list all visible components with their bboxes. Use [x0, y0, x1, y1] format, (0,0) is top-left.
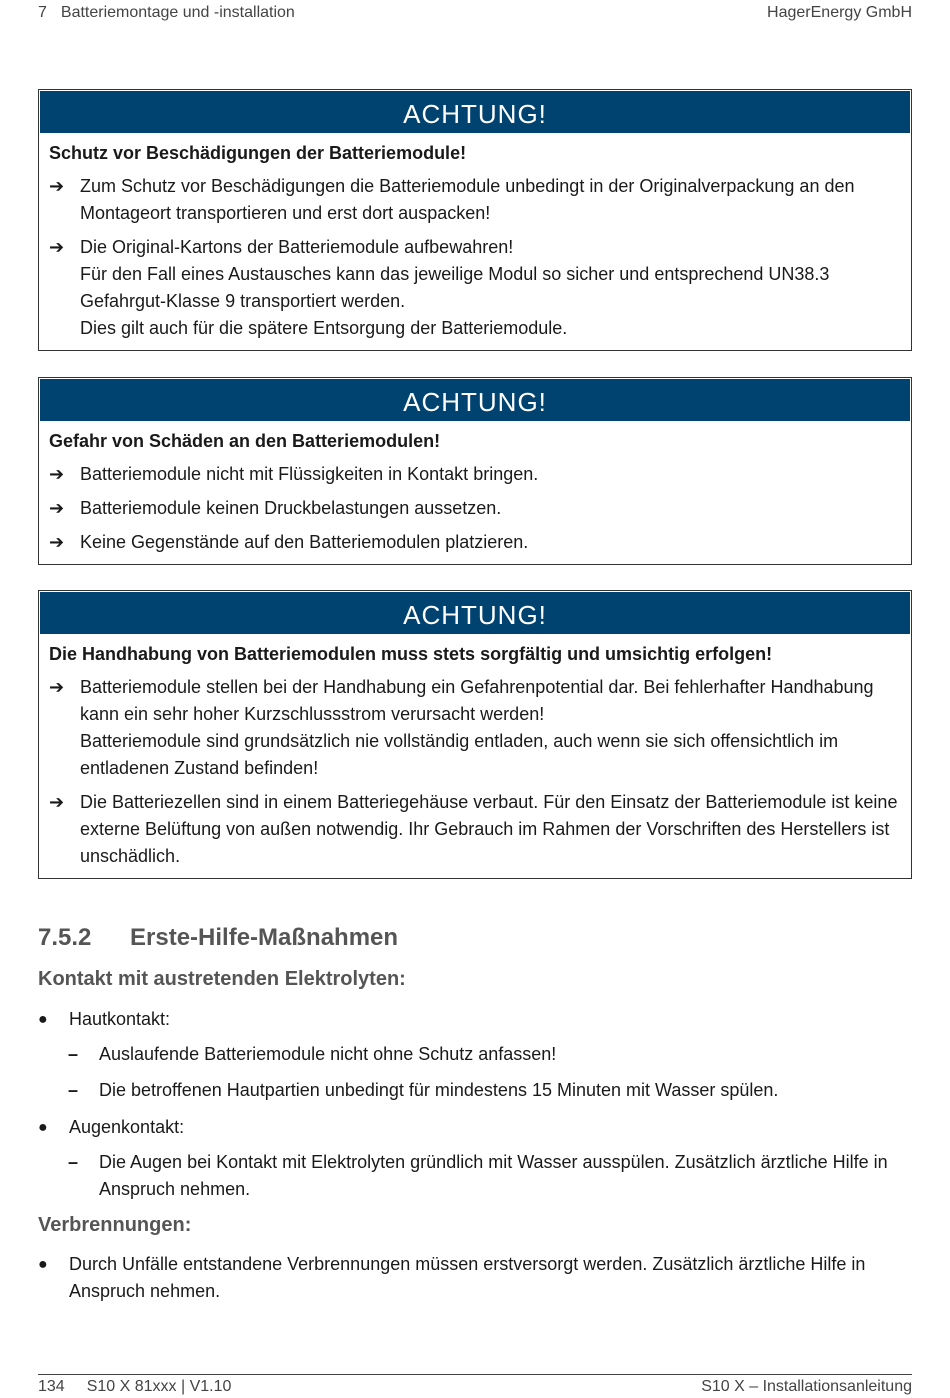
notice-box-damage-hazard	[38, 377, 912, 565]
notice-text: Die Batteriezellen sind in einem Batteriegehäuse verbaut. Für den Einsatz der Batteriemodule ist keine externe Belüftung von außen notwendig. Ihr Gebrauch im Rahmen der Vorschriften des Herstellers ist unschädlich.	[80, 792, 898, 866]
subheading-burns: Verbrennungen:	[38, 1214, 192, 1236]
notice-text: Keine Gegenstände auf den Batteriemodulen platzieren.	[80, 532, 529, 552]
notice-box-damage-protection	[38, 89, 912, 351]
arrow-right-icon: ➔	[49, 792, 65, 812]
sub-item-text: Auslaufende Batteriemodule nicht ohne Schutz anfassen!	[99, 1044, 557, 1064]
notice-box-handling	[38, 590, 912, 879]
arrow-right-icon: ➔	[49, 532, 65, 552]
notice-text: Zum Schutz vor Beschädigungen die Batteriemodule unbedingt in der Originalverpackung an den Montageort transportieren und erst dort auspacken!	[80, 176, 855, 223]
arrow-right-icon: ➔	[49, 176, 65, 196]
dash-icon: –	[68, 1152, 79, 1172]
notice-text: Dies gilt auch für die spätere Entsorgung der Batteriemodule.	[80, 318, 568, 338]
chapter-title: Batteriemontage und -installation	[60, 4, 295, 21]
notice-text: Für den Fall eines Austausches kann das jeweilige Modul so sicher und entsprechend UN38.3 Gefahrgut-Klasse 9 transportiert werden.	[80, 264, 830, 311]
notice-text: Batteriemodule stellen bei der Handhabung ein Gefahrenpotential dar. Bei fehlerhafter Handhabung kann ein sehr hoher Kurzschlussstrom verursacht werden!	[80, 677, 874, 724]
notice-item	[49, 674, 901, 782]
notice-item	[49, 234, 901, 342]
notice-heading: Die Handhabung von Batteriemodulen muss stets sorgfältig und umsichtig erfolgen!	[49, 644, 773, 664]
bullet-icon: ●	[38, 1256, 48, 1273]
section-number: 7.5.2	[38, 924, 92, 951]
notice-heading: Gefahr von Schäden an den Batteriemodulen!	[49, 431, 441, 451]
sub-item	[68, 1077, 912, 1104]
list-item-label: Augenkontakt:	[69, 1117, 185, 1137]
dash-icon: –	[68, 1080, 79, 1100]
header-company: HagerEnergy GmbH	[767, 4, 912, 21]
header-chapter	[38, 4, 295, 22]
page-footer	[38, 1378, 912, 1398]
notice-label: ACHTUNG!	[39, 90, 911, 134]
subheading-electrolyte: Kontakt mit austretenden Elektrolyten:	[38, 968, 406, 990]
notice-item	[49, 173, 901, 227]
bullet-icon: ●	[38, 1119, 48, 1136]
arrow-right-icon: ➔	[49, 677, 65, 697]
section-heading: Erste-Hilfe-Maßnahmen	[130, 924, 399, 951]
dash-icon: –	[68, 1044, 79, 1064]
sub-item	[68, 1041, 912, 1068]
notice-text: Batteriemodule nicht mit Flüssigkeiten in Kontakt bringen.	[80, 464, 539, 484]
notice-label: ACHTUNG!	[39, 591, 911, 635]
notice-label: ACHTUNG!	[39, 378, 911, 422]
bullet-icon: ●	[38, 1011, 48, 1028]
notice-text: Batteriemodule keinen Druckbelastungen aussetzen.	[80, 498, 502, 518]
doc-title: S10 X – Installationsanleitung	[701, 1378, 912, 1395]
arrow-right-icon: ➔	[49, 498, 65, 518]
notice-text: Batteriemodule sind grundsätzlich nie vollständig entladen, auch wenn sie sich offensichtlich im entladenen Zustand befinden!	[80, 731, 839, 778]
page-header	[38, 2, 912, 24]
notice-item	[49, 529, 901, 556]
sub-item-text: Die Augen bei Kontakt mit Elektrolyten gründlich mit Wasser ausspülen. Zusätzlich ärztliche Hilfe in Anspruch nehmen.	[99, 1152, 888, 1199]
notice-text: Die Original-Kartons der Batteriemodule aufbewahren!	[80, 237, 514, 257]
notice-item	[49, 461, 901, 488]
chapter-number: 7	[38, 4, 47, 21]
list-item-skin-contact	[38, 1006, 912, 1033]
section-title	[38, 924, 398, 952]
notice-item	[49, 789, 901, 870]
list-item-eye-contact	[38, 1114, 912, 1141]
notice-item	[49, 495, 901, 522]
arrow-right-icon: ➔	[49, 237, 65, 257]
list-item-burns	[38, 1251, 912, 1305]
sub-item	[68, 1149, 912, 1203]
list-item-label: Hautkontakt:	[69, 1009, 171, 1029]
doc-id: S10 X 81xxx | V1.10	[86, 1378, 232, 1395]
arrow-right-icon: ➔	[49, 464, 65, 484]
list-item-text: Durch Unfälle entstandene Verbrennungen müssen erstversorgt werden. Zusätzlich ärztliche Hilfe in Anspruch nehmen.	[69, 1254, 866, 1301]
footer-divider	[38, 1374, 912, 1375]
page-number: 134	[38, 1378, 65, 1395]
notice-heading: Schutz vor Beschädigungen der Batteriemodule!	[49, 143, 467, 163]
sub-item-text: Die betroffenen Hautpartien unbedingt für mindestens 15 Minuten mit Wasser spülen.	[99, 1080, 779, 1100]
